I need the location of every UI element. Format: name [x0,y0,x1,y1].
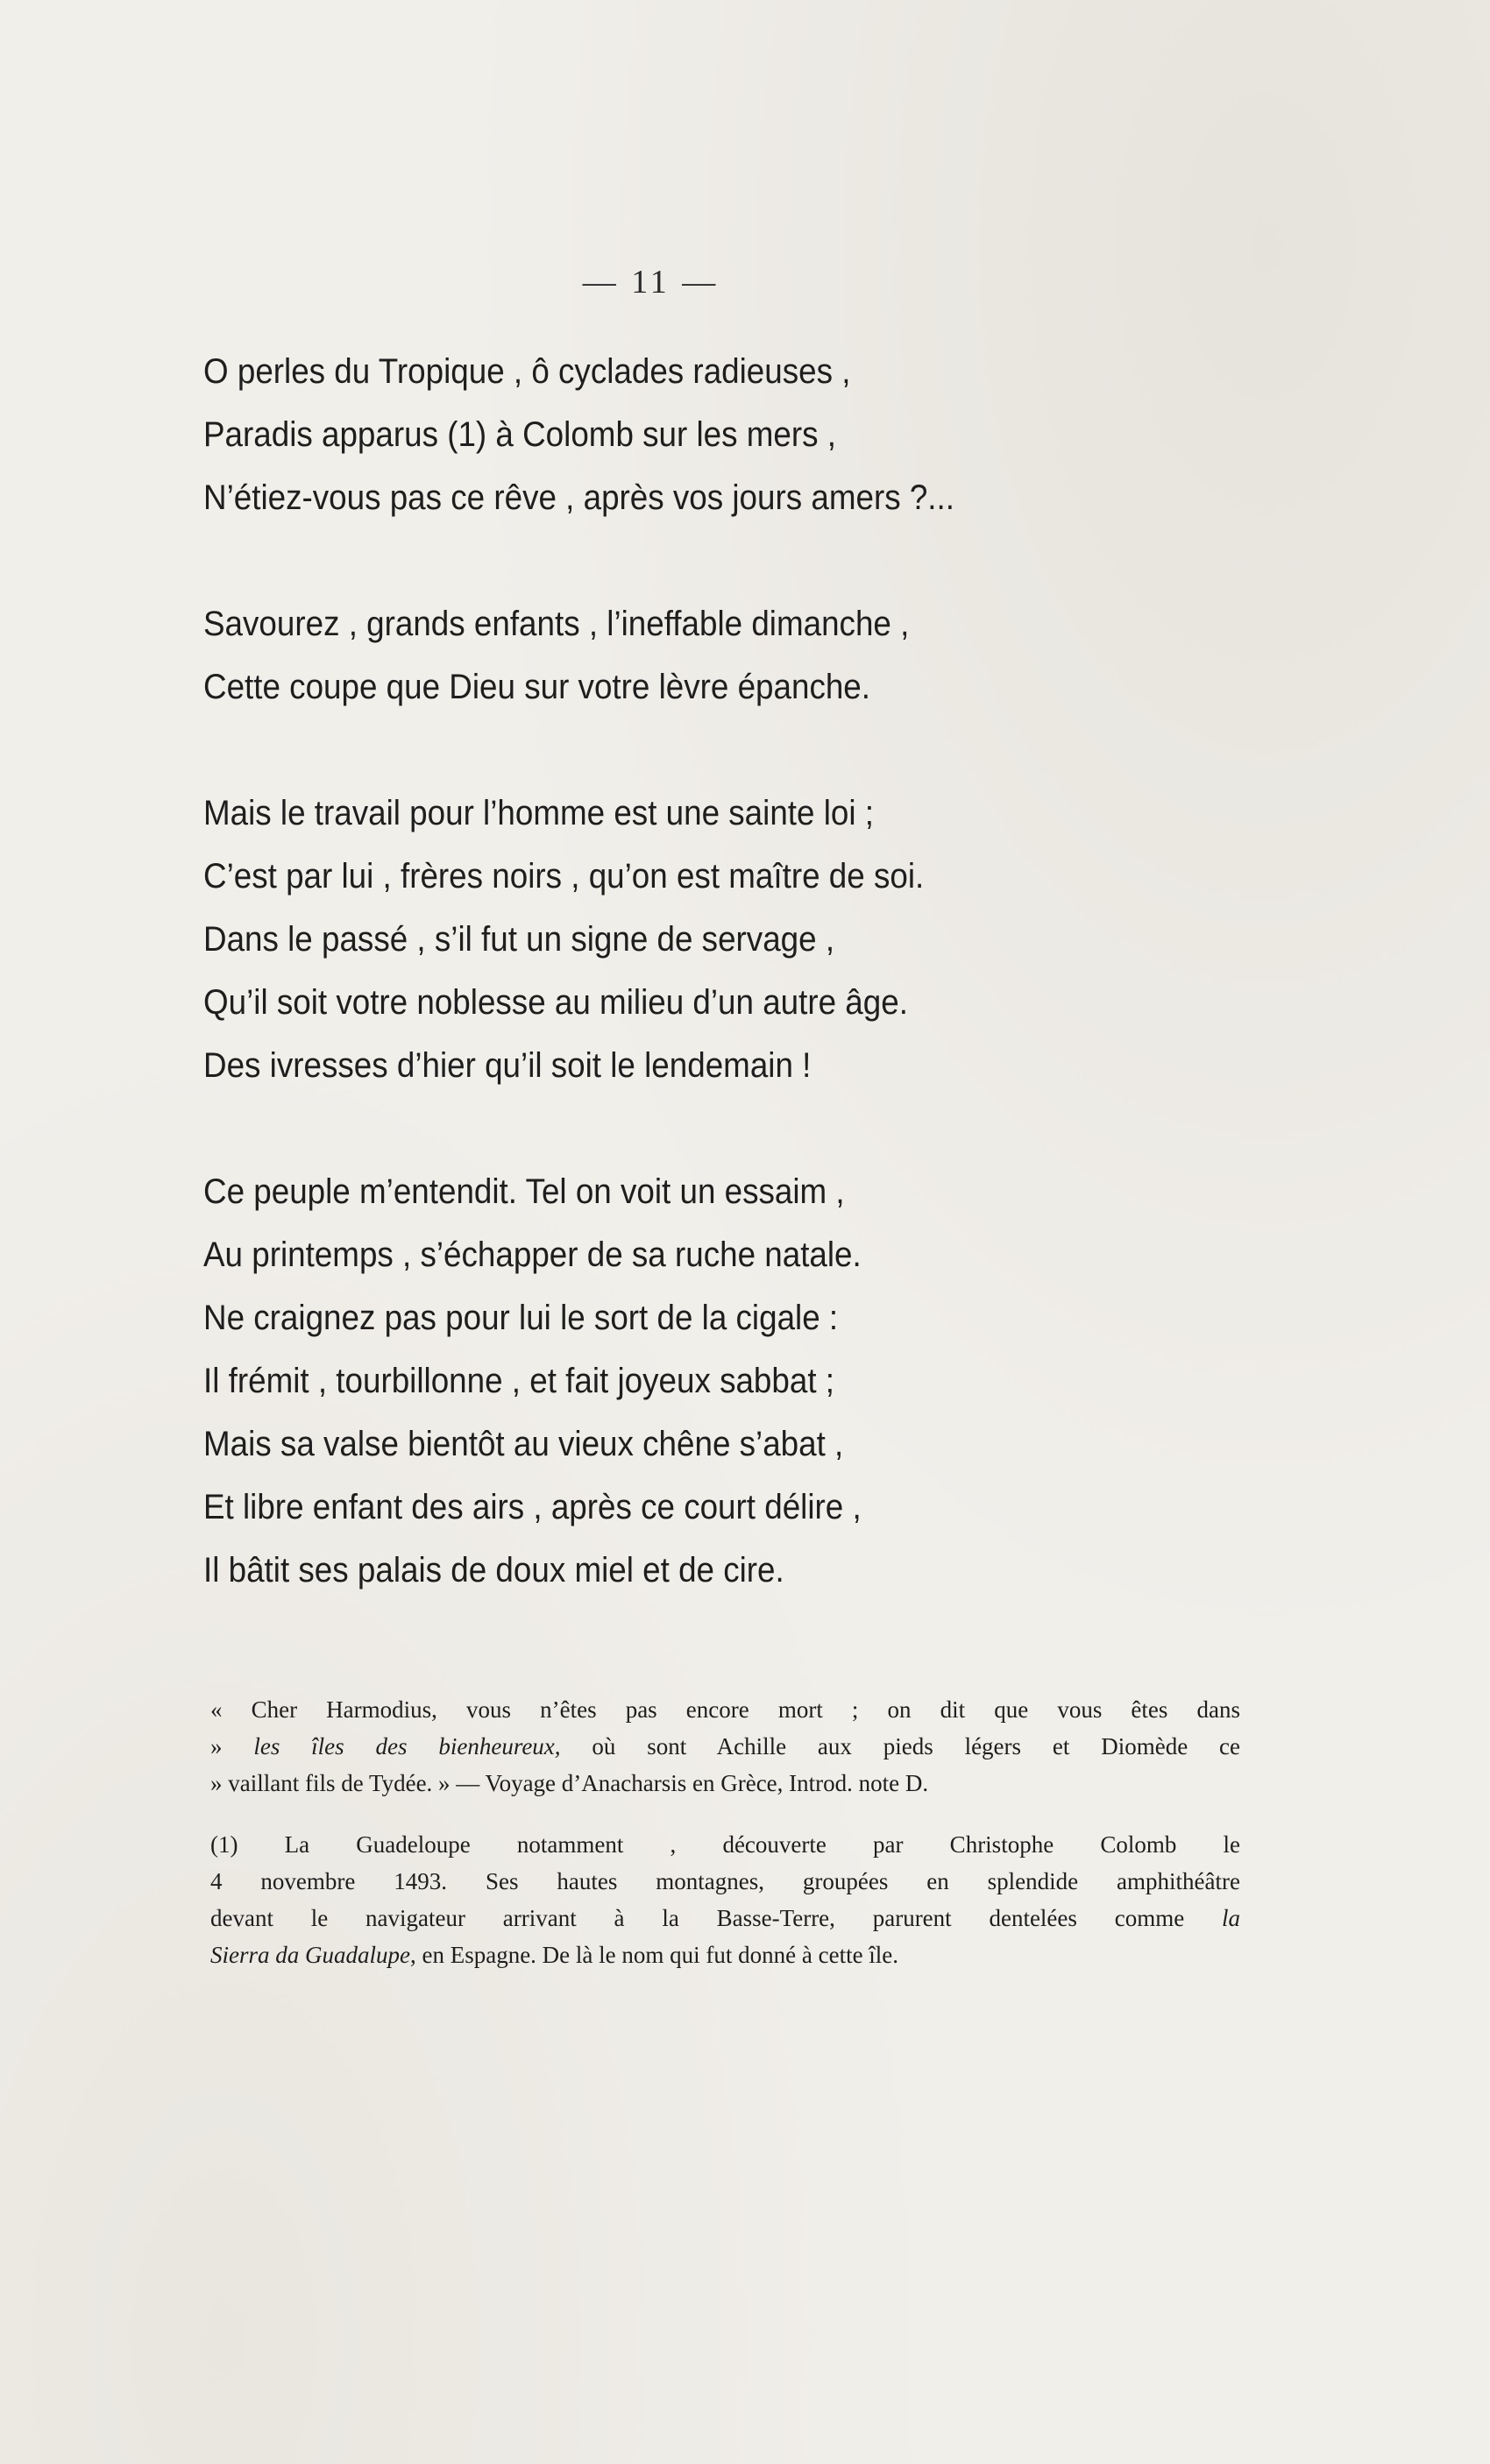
verse-line: Il frémit , tourbillonne , et fait joyeux sabbat ; [203,1362,835,1400]
footnote-text: , en Espagne. De là le nom qui fut donné à cette île. [409,1942,899,1968]
page-number: — 11 — [582,264,720,301]
stanza-break [203,1097,1219,1160]
verse-line: Et libre enfant des airs , après ce court délire , [203,1488,862,1526]
stanza [203,340,1219,529]
verse-line: Mais le travail pour l’homme est une sainte loi ; [203,794,874,832]
footnote-text: devant le navigateur arrivant à la Basse-Terre, parurent dentelées comme [210,1905,1222,1931]
footnote-line [210,1900,1240,1937]
footnote-text: où sont Achille aux pieds légers et Diomède ce [560,1733,1240,1759]
footnote-line: « Cher Harmodius, vous n’êtes pas encore mort ; on dit que vous êtes dans [210,1696,1240,1723]
verse-line: Dans le passé , s’il fut un signe de servage , [203,920,835,959]
footnote-line [210,1728,1240,1765]
verse-line: Des ivresses d’hier qu’il soit le lendemain ! [203,1046,812,1085]
poem [203,340,1219,1602]
verse-line: Qu’il soit votre noblesse au milieu d’un autre âge. [203,983,908,1022]
footnote-quote [210,1691,1240,1802]
verse-line: N’étiez-vous pas ce rêve , après vos jours amers ?... [203,478,954,517]
footnote-line [210,1937,1240,1973]
footnote-italic-text: Sierra da Guadalupe [210,1942,410,1968]
stanza [203,1160,1219,1602]
stanza-break [203,719,1219,782]
verse-line: O perles du Tropique , ô cyclades radieuses , [203,352,851,391]
quote-mark: » [210,1733,254,1759]
footnote-line: 4 novembre 1493. Ses hautes montagnes, groupées en splendide amphithéâtre [210,1868,1240,1894]
footnote-line: » vaillant fils de Tydée. » — Voyage d’Anacharsis en Grèce, Introd. note D. [210,1770,929,1796]
verse-line: Cette coupe que Dieu sur votre lèvre épanche. [203,668,870,706]
verse-line: Paradis apparus (1) à Colomb sur les mers , [203,415,836,454]
verse-line: Ne craignez pas pour lui le sort de la cigale : [203,1299,839,1337]
footnotes [210,1691,1240,1973]
footnote-1 [210,1826,1240,1973]
verse-line: Il bâtit ses palais de doux miel et de cire. [203,1551,784,1590]
verse-line: Ce peuple m’entendit. Tel on voit un essaim , [203,1172,845,1211]
verse-line: C’est par lui , frères noirs , qu’on est maître de soi. [203,857,925,896]
stanza [203,782,1219,1097]
stanza [203,592,1219,719]
footnote-italic-text: la [1221,1905,1240,1931]
footnote-italic-text: les îles des bienheureux, [253,1733,561,1759]
footnote-line: (1) La Guadeloupe notamment , découverte par Christophe Colomb le [210,1831,1240,1858]
footnote-gap [210,1802,1240,1826]
verse-line: Au printemps , s’échapper de sa ruche natale. [203,1236,862,1274]
stanza-break [203,529,1219,592]
verse-line: Mais sa valse bientôt au vieux chêne s’abat , [203,1425,844,1463]
verse-line: Savourez , grands enfants , l’ineffable dimanche , [203,605,910,643]
